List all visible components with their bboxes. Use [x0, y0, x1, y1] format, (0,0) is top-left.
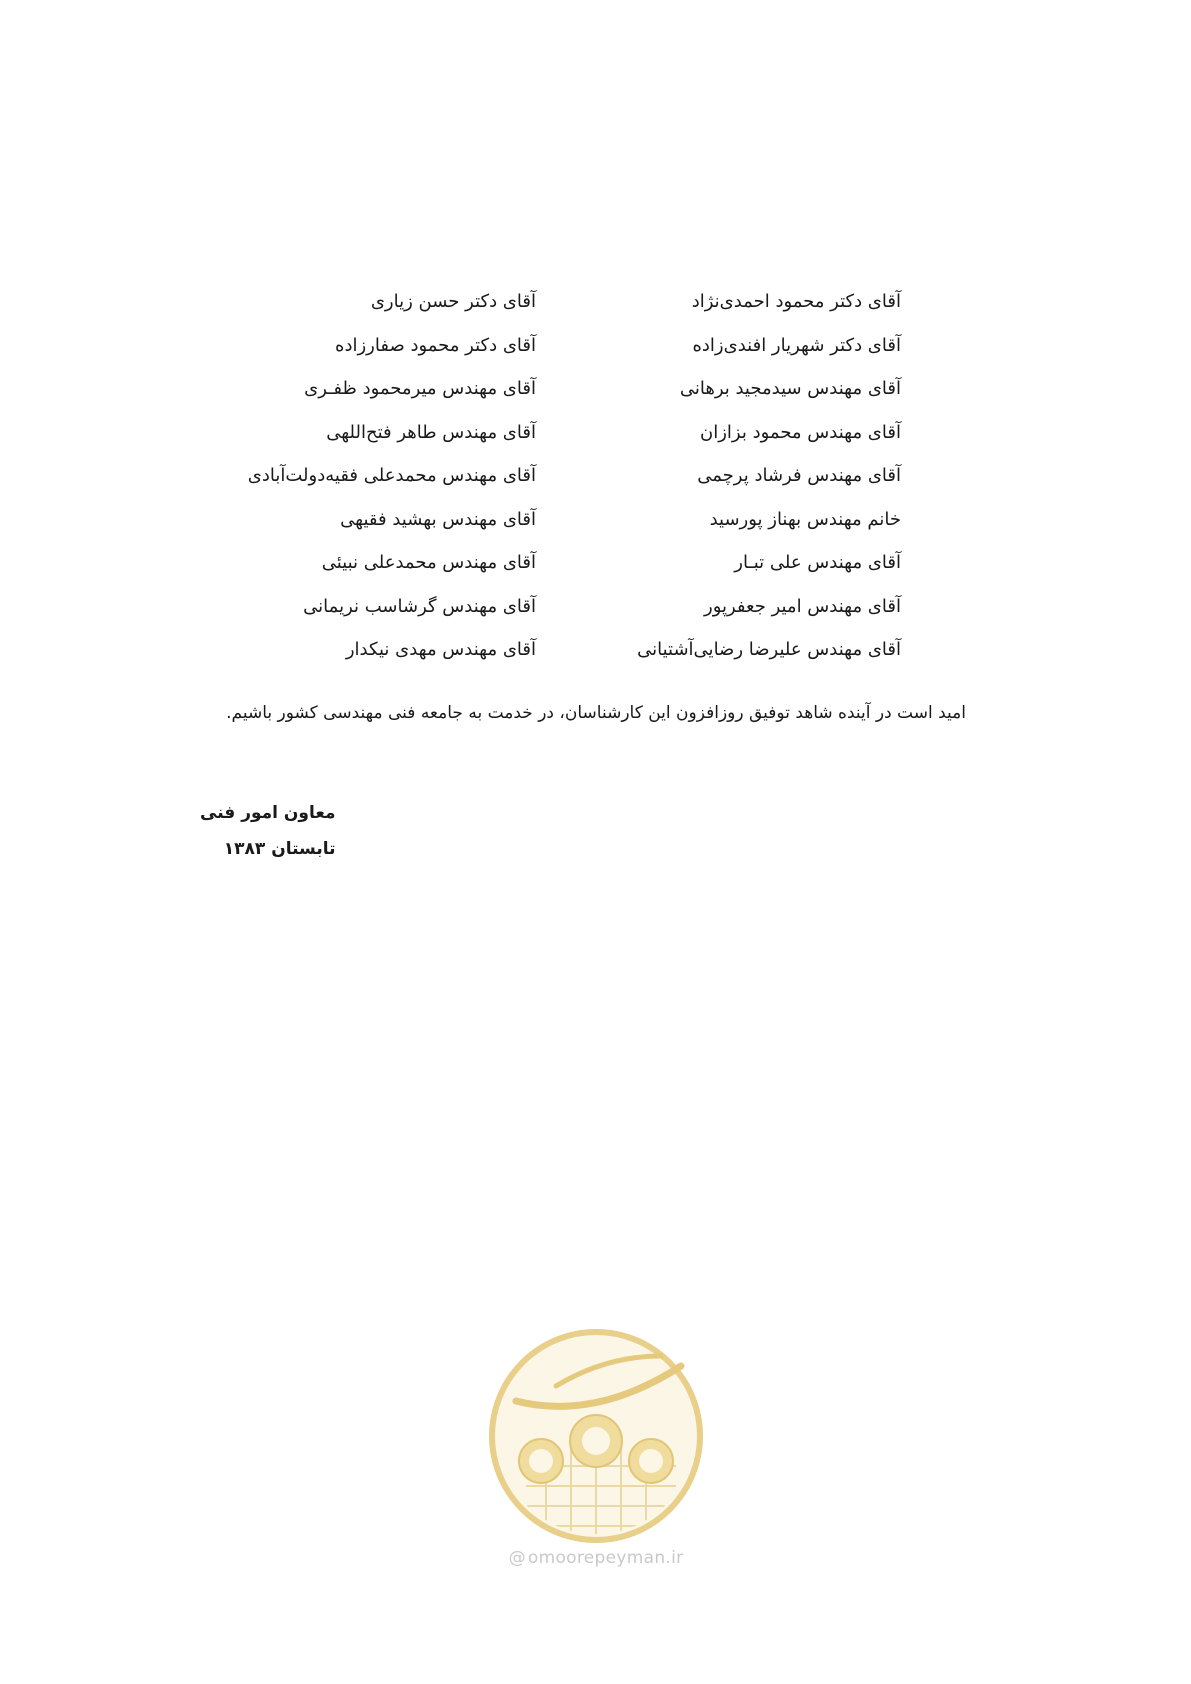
closing-paragraph: امید است در آینده شاهد توفیق روزافزون این کارشناسان، در خدمت به جامعه فنی مهندسی کشور باشیم.	[226, 703, 966, 723]
name-entry: آقای مهندس سیدمجید برهانی	[679, 378, 901, 399]
name-entry: آقای دکتر محمود صفارزاده	[335, 334, 536, 356]
name-entry: آقای مهندس طاهر فتح‌اللهی	[326, 421, 536, 443]
name-entry: خانم مهندس بهناز پورسید	[709, 508, 901, 530]
watermark-url: @ omoorepeyman.ir	[508, 1548, 684, 1568]
name-entry: آقای دکتر شهریار افندی‌زاده	[692, 334, 901, 356]
name-entry: آقای مهندس محمدعلی نبیئی	[321, 552, 536, 573]
name-entry: آقای مهندس گرشاسب نریمانی	[303, 595, 536, 617]
signature-date: تابستان ۱۳۸۳	[223, 839, 336, 859]
name-entry: آقای مهندس محمود بزازان	[700, 421, 901, 443]
signature-block	[200, 795, 336, 867]
name-entry: آقای مهندس بهشید فقیهی	[340, 508, 536, 530]
name-entry: آقای مهندس فرشاد پرچمی	[697, 465, 901, 486]
name-entry: آقای مهندس مهدی نیکدار	[345, 639, 536, 660]
watermark-logo	[486, 1326, 706, 1568]
watermark-emblem-icon	[486, 1326, 706, 1546]
names-column-right	[581, 280, 901, 672]
name-entry: آقای مهندس محمدعلی فقیه‌دولت‌آبادی	[247, 465, 536, 486]
name-entry: آقای مهندس علی تبـار	[734, 552, 901, 573]
name-entry: آقای دکتر حسن زیاری	[370, 291, 536, 312]
names-column-left	[216, 280, 536, 672]
name-entry: آقای مهندس امیر جعفرپور	[704, 595, 901, 617]
name-entry: آقای مهندس میرمحمود ظفـری	[304, 378, 536, 399]
signature-title: معاون امور فنی	[200, 803, 336, 823]
name-entry: آقای دکتر محمود احمدی‌نژاد	[691, 291, 901, 312]
at-icon: @	[508, 1548, 526, 1568]
name-entry: آقای مهندس علیرضا رضایی‌آشتیانی	[637, 639, 901, 660]
